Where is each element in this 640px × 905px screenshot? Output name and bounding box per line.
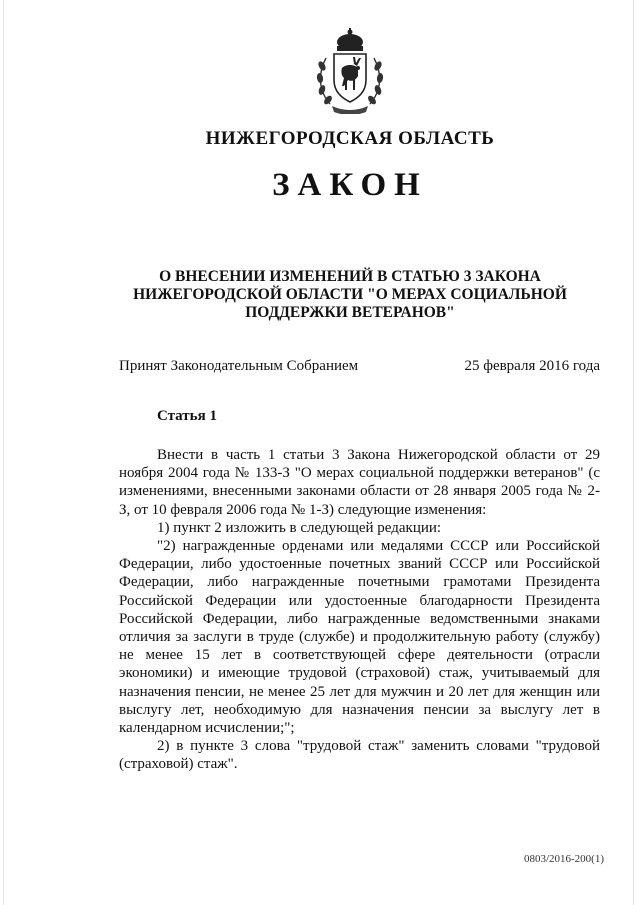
region-title: НИЖЕГОРОДСКАЯ ОБЛАСТЬ [205,128,495,149]
article-paragraph: 1) пункт 2 изложить в следующей редакции: [157,519,442,536]
article-body [119,446,600,774]
article-paragraph: Внести в часть 1 статьи 3 Закона Нижегородской области от 29 ноября 2004 года № 133-З "О мерах социальной поддержки ветеранов" (с изменениями, внесенными законами области от 28 января 2005 года № 2-З, от 10 февраля 2006 года № 1-З) следующие изменения: [119,447,600,518]
document-type-title: ЗАКОН [272,167,428,203]
article-paragraph: 2) в пункте 3 слова "трудовой стаж" заменить словами "трудовой (страховой) стаж". [119,738,600,773]
subject-line-2: НИЖЕГОРОДСКОЙ ОБЛАСТИ "О МЕРАХ СОЦИАЛЬНОЙ [133,286,567,303]
adoption-info [119,358,600,375]
adoption-date: 25 февраля 2016 года [464,358,600,374]
law-subject-title [0,268,640,322]
article-paragraph: "2) награжденные орденами или медалями СССР или Российской Федерации, либо удостоенные почетных званий СССР или Российской Федерации, либо награжденные почетными грамотами Президента Российской Федерации или удостоенные благодарности Президента Российской Федерации, либо награжденные ведомственными знаками отличия за заслуги в труде (службе) и продолжительную работу (службу) не менее 15 лет в соответствующей сфере деятельности (отрасли экономики) и имеющие трудовой (страховой) стаж, учитываемый для назначения пенсии, не менее 25 лет для мужчин и 20 лет для женщин или выслугу лет, необходимую для назначения пенсии за выслугу лет в календарном исчислении;"; [119,538,600,737]
coat-of-arms-deer-icon [312,28,388,114]
article-heading: Статья 1 [157,408,217,424]
subject-line-1: О ВНЕСЕНИИ ИЗМЕНЕНИЙ В СТАТЬЮ 3 ЗАКОНА [159,268,541,285]
document-registration-code: 0803/2016-200(1) [523,853,604,865]
adopted-by: Принят Законодательным Собранием [119,358,359,374]
subject-line-3: ПОДДЕРЖКИ ВЕТЕРАНОВ" [245,304,455,321]
